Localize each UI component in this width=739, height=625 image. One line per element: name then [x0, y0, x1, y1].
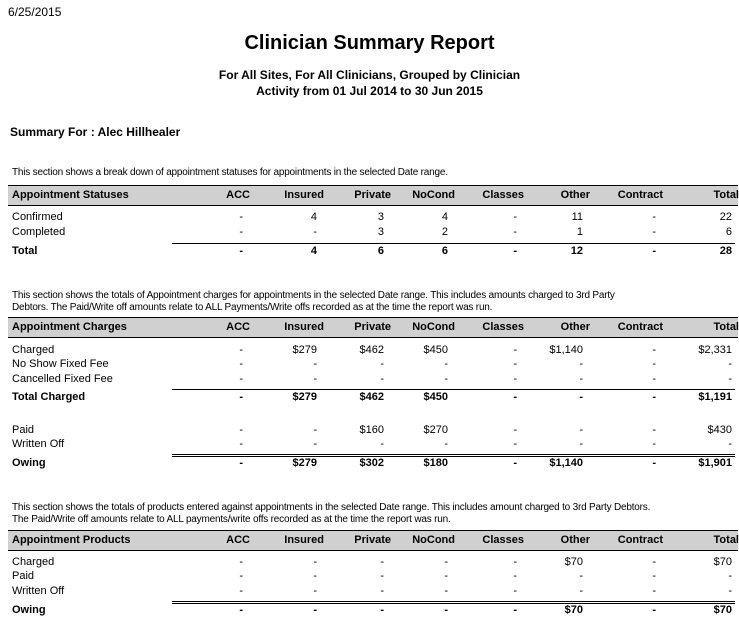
column-header-contract: Contract	[617, 321, 663, 333]
column-header-classes: Classes	[482, 189, 524, 201]
row-label: Confirmed	[12, 211, 63, 223]
cell-acc: -	[239, 438, 243, 450]
cell-acc: -	[239, 585, 243, 597]
cell-classes: -	[513, 211, 517, 223]
row-label: Paid	[12, 570, 35, 582]
cell-private: $462	[359, 391, 384, 403]
column-header-nocond: NoCond	[412, 534, 455, 546]
cell-acc: -	[239, 344, 243, 356]
cell-private: -	[380, 438, 384, 450]
cell-contract: -	[652, 226, 656, 238]
charges-description-line2: Debtors. The Paid/Write off amounts relate to ALL Payments/Write offs recorded as at the time the report was run.	[12, 302, 493, 313]
row-label: Written Off	[12, 438, 65, 450]
cell-private: 3	[377, 226, 384, 238]
row-label: No Show Fixed Fee	[12, 358, 109, 370]
cell-contract: -	[652, 344, 656, 356]
cell-other: $1,140	[549, 457, 583, 469]
cell-acc: -	[239, 391, 243, 403]
table-row	[0, 570, 739, 584]
products-header	[8, 530, 738, 551]
report-subtitle-period: Activity from 01 Jul 2014 to 30 Jun 2015	[256, 84, 483, 98]
cell-contract: -	[652, 585, 656, 597]
cell-total: $2,331	[698, 344, 732, 356]
cell-nocond: -	[444, 570, 448, 582]
cell-other: -	[579, 373, 583, 385]
column-header-acc: ACC	[226, 189, 250, 201]
products-header-label: Appointment Products	[12, 534, 131, 546]
charges-header-label: Appointment Charges	[12, 321, 127, 333]
column-header-other: Other	[560, 534, 590, 546]
cell-insured: 4	[310, 245, 317, 257]
cell-contract: -	[652, 245, 656, 257]
cell-total: $70	[713, 604, 732, 616]
row-label: Paid	[12, 424, 35, 436]
cell-total: -	[728, 438, 732, 450]
column-header-classes: Classes	[482, 321, 524, 333]
cell-insured: -	[313, 585, 317, 597]
table-row	[0, 556, 739, 570]
cell-classes: -	[513, 424, 517, 436]
column-header-nocond: NoCond	[412, 321, 455, 333]
cell-nocond: $450	[423, 344, 448, 356]
cell-total: $430	[707, 424, 732, 436]
cell-contract: -	[652, 373, 656, 385]
cell-classes: -	[513, 373, 517, 385]
cell-total: $1,901	[698, 457, 732, 469]
cell-other: 1	[576, 226, 583, 238]
cell-total: -	[728, 373, 732, 385]
cell-nocond: $270	[423, 424, 448, 436]
table-row	[0, 457, 739, 471]
column-header-acc: ACC	[226, 321, 250, 333]
table-row	[0, 245, 739, 259]
table-row	[0, 424, 739, 438]
cell-other: 12	[570, 245, 583, 257]
column-header-insured: Insured	[284, 534, 324, 546]
table-row	[0, 211, 739, 225]
column-header-acc: ACC	[226, 534, 250, 546]
cell-other: -	[579, 585, 583, 597]
charges-description-line1: This section shows the totals of Appointment charges for appointments in the selected Date range. This includes amounts charged to 3rd Party	[12, 290, 615, 301]
column-header-private: Private	[354, 534, 391, 546]
cell-total: $70	[713, 556, 732, 568]
cell-nocond: -	[444, 585, 448, 597]
cell-classes: -	[513, 344, 517, 356]
row-label: Total Charged	[12, 391, 86, 403]
table-row	[0, 604, 739, 618]
cell-nocond: $180	[423, 457, 448, 469]
table-row	[0, 438, 739, 452]
charges-total-rule	[172, 389, 735, 390]
cell-private: $160	[359, 424, 384, 436]
cell-private: $462	[359, 344, 384, 356]
row-label: Written Off	[12, 585, 65, 597]
cell-insured: -	[313, 570, 317, 582]
cell-total: 22	[719, 211, 732, 223]
cell-insured: 4	[310, 211, 317, 223]
cell-insured: $279	[292, 457, 317, 469]
cell-contract: -	[652, 457, 656, 469]
products-description-line2: The Paid/Write off amounts relate to ALL payments/write offs recorded as at the time the report was run.	[12, 514, 451, 525]
cell-other: $70	[564, 604, 583, 616]
charges-owing-rule-a	[172, 454, 735, 455]
report-title: Clinician Summary Report	[244, 32, 495, 54]
column-header-classes: Classes	[482, 534, 524, 546]
cell-classes: -	[513, 556, 517, 568]
cell-acc: -	[239, 457, 243, 469]
cell-insured: -	[313, 438, 317, 450]
column-header-nocond: NoCond	[412, 189, 455, 201]
row-label: Charged	[12, 556, 55, 568]
cell-classes: -	[513, 226, 517, 238]
column-header-total: Total	[713, 534, 739, 546]
summary-for-label: Summary For : Alec Hillhealer	[10, 125, 181, 139]
cell-insured: -	[313, 424, 317, 436]
cell-insured: -	[313, 556, 317, 568]
cell-total: 6	[725, 226, 732, 238]
cell-total: $1,191	[698, 391, 732, 403]
cell-contract: -	[652, 211, 656, 223]
column-header-insured: Insured	[284, 189, 324, 201]
column-header-private: Private	[354, 189, 391, 201]
cell-insured: -	[313, 358, 317, 370]
cell-nocond: -	[444, 358, 448, 370]
cell-acc: -	[239, 226, 243, 238]
cell-private: -	[380, 556, 384, 568]
cell-other: $1,140	[549, 344, 583, 356]
cell-contract: -	[652, 358, 656, 370]
cell-acc: -	[239, 245, 243, 257]
cell-insured: $279	[292, 391, 317, 403]
cell-other: -	[579, 391, 583, 403]
cell-private: 6	[377, 245, 384, 257]
charges-header	[8, 317, 738, 338]
statuses-header	[8, 185, 738, 206]
cell-other: -	[579, 358, 583, 370]
cell-contract: -	[652, 556, 656, 568]
cell-acc: -	[239, 604, 243, 616]
cell-nocond: $450	[423, 391, 448, 403]
table-row	[0, 226, 739, 240]
report-date: 6/25/2015	[8, 5, 62, 19]
column-header-contract: Contract	[617, 534, 663, 546]
cell-insured: -	[313, 604, 317, 616]
cell-classes: -	[513, 391, 517, 403]
cell-classes: -	[513, 358, 517, 370]
cell-nocond: -	[444, 604, 448, 616]
cell-private: -	[380, 373, 384, 385]
cell-private: 3	[377, 211, 384, 223]
table-row	[0, 373, 739, 387]
cell-acc: -	[239, 211, 243, 223]
cell-classes: -	[513, 457, 517, 469]
cell-nocond: 6	[441, 245, 448, 257]
cell-private: -	[380, 585, 384, 597]
cell-total: -	[728, 570, 732, 582]
cell-acc: -	[239, 358, 243, 370]
table-row	[0, 358, 739, 372]
cell-insured: -	[313, 373, 317, 385]
column-header-insured: Insured	[284, 321, 324, 333]
products-owing-rule-b	[172, 603, 735, 604]
cell-contract: -	[652, 570, 656, 582]
cell-other: -	[579, 570, 583, 582]
cell-classes: -	[513, 438, 517, 450]
cell-classes: -	[513, 585, 517, 597]
column-header-total: Total	[713, 189, 739, 201]
cell-private: -	[380, 604, 384, 616]
column-header-contract: Contract	[617, 189, 663, 201]
statuses-description: This section shows a break down of appointment statuses for appointments in the selected Date range.	[12, 167, 448, 178]
cell-other: 11	[571, 211, 583, 223]
row-label: Owing	[12, 604, 46, 616]
cell-insured: -	[313, 226, 317, 238]
cell-classes: -	[513, 570, 517, 582]
charges-owing-rule-b	[172, 456, 735, 457]
cell-other: -	[579, 438, 583, 450]
cell-contract: -	[652, 604, 656, 616]
cell-other: -	[579, 424, 583, 436]
row-label: Cancelled Fixed Fee	[12, 373, 113, 385]
cell-total: -	[728, 585, 732, 597]
cell-acc: -	[239, 373, 243, 385]
cell-classes: -	[513, 604, 517, 616]
cell-classes: -	[513, 245, 517, 257]
statuses-total-rule	[172, 243, 735, 244]
column-header-private: Private	[354, 321, 391, 333]
report-subtitle-scope: For All Sites, For All Clinicians, Grouped by Clinician	[218, 68, 521, 82]
cell-private: -	[380, 570, 384, 582]
row-label: Completed	[12, 226, 66, 238]
cell-acc: -	[239, 424, 243, 436]
row-label: Charged	[12, 344, 55, 356]
row-label: Owing	[12, 457, 46, 469]
cell-contract: -	[652, 438, 656, 450]
column-header-other: Other	[560, 189, 590, 201]
cell-nocond: 4	[441, 211, 448, 223]
cell-nocond: -	[444, 373, 448, 385]
column-header-total: Total	[713, 321, 739, 333]
statuses-header-label: Appointment Statuses	[12, 189, 129, 201]
cell-total: 28	[719, 245, 732, 257]
cell-nocond: 2	[441, 226, 448, 238]
cell-other: $70	[564, 556, 583, 568]
products-owing-rule-a	[172, 601, 735, 602]
cell-contract: -	[652, 391, 656, 403]
cell-contract: -	[652, 424, 656, 436]
column-header-other: Other	[560, 321, 590, 333]
table-row	[0, 391, 739, 405]
table-row	[0, 344, 739, 358]
cell-private: $302	[359, 457, 384, 469]
products-description-line1: This section shows the totals of products entered against appointments in the selected Date range. This includes amount charged to 3rd Party Debtors.	[12, 502, 651, 513]
cell-nocond: -	[444, 438, 448, 450]
cell-insured: $279	[292, 344, 317, 356]
cell-acc: -	[239, 556, 243, 568]
cell-nocond: -	[444, 556, 448, 568]
cell-total: -	[728, 358, 732, 370]
cell-private: -	[380, 358, 384, 370]
cell-acc: -	[239, 570, 243, 582]
row-label: Total	[12, 245, 38, 257]
table-row	[0, 585, 739, 599]
